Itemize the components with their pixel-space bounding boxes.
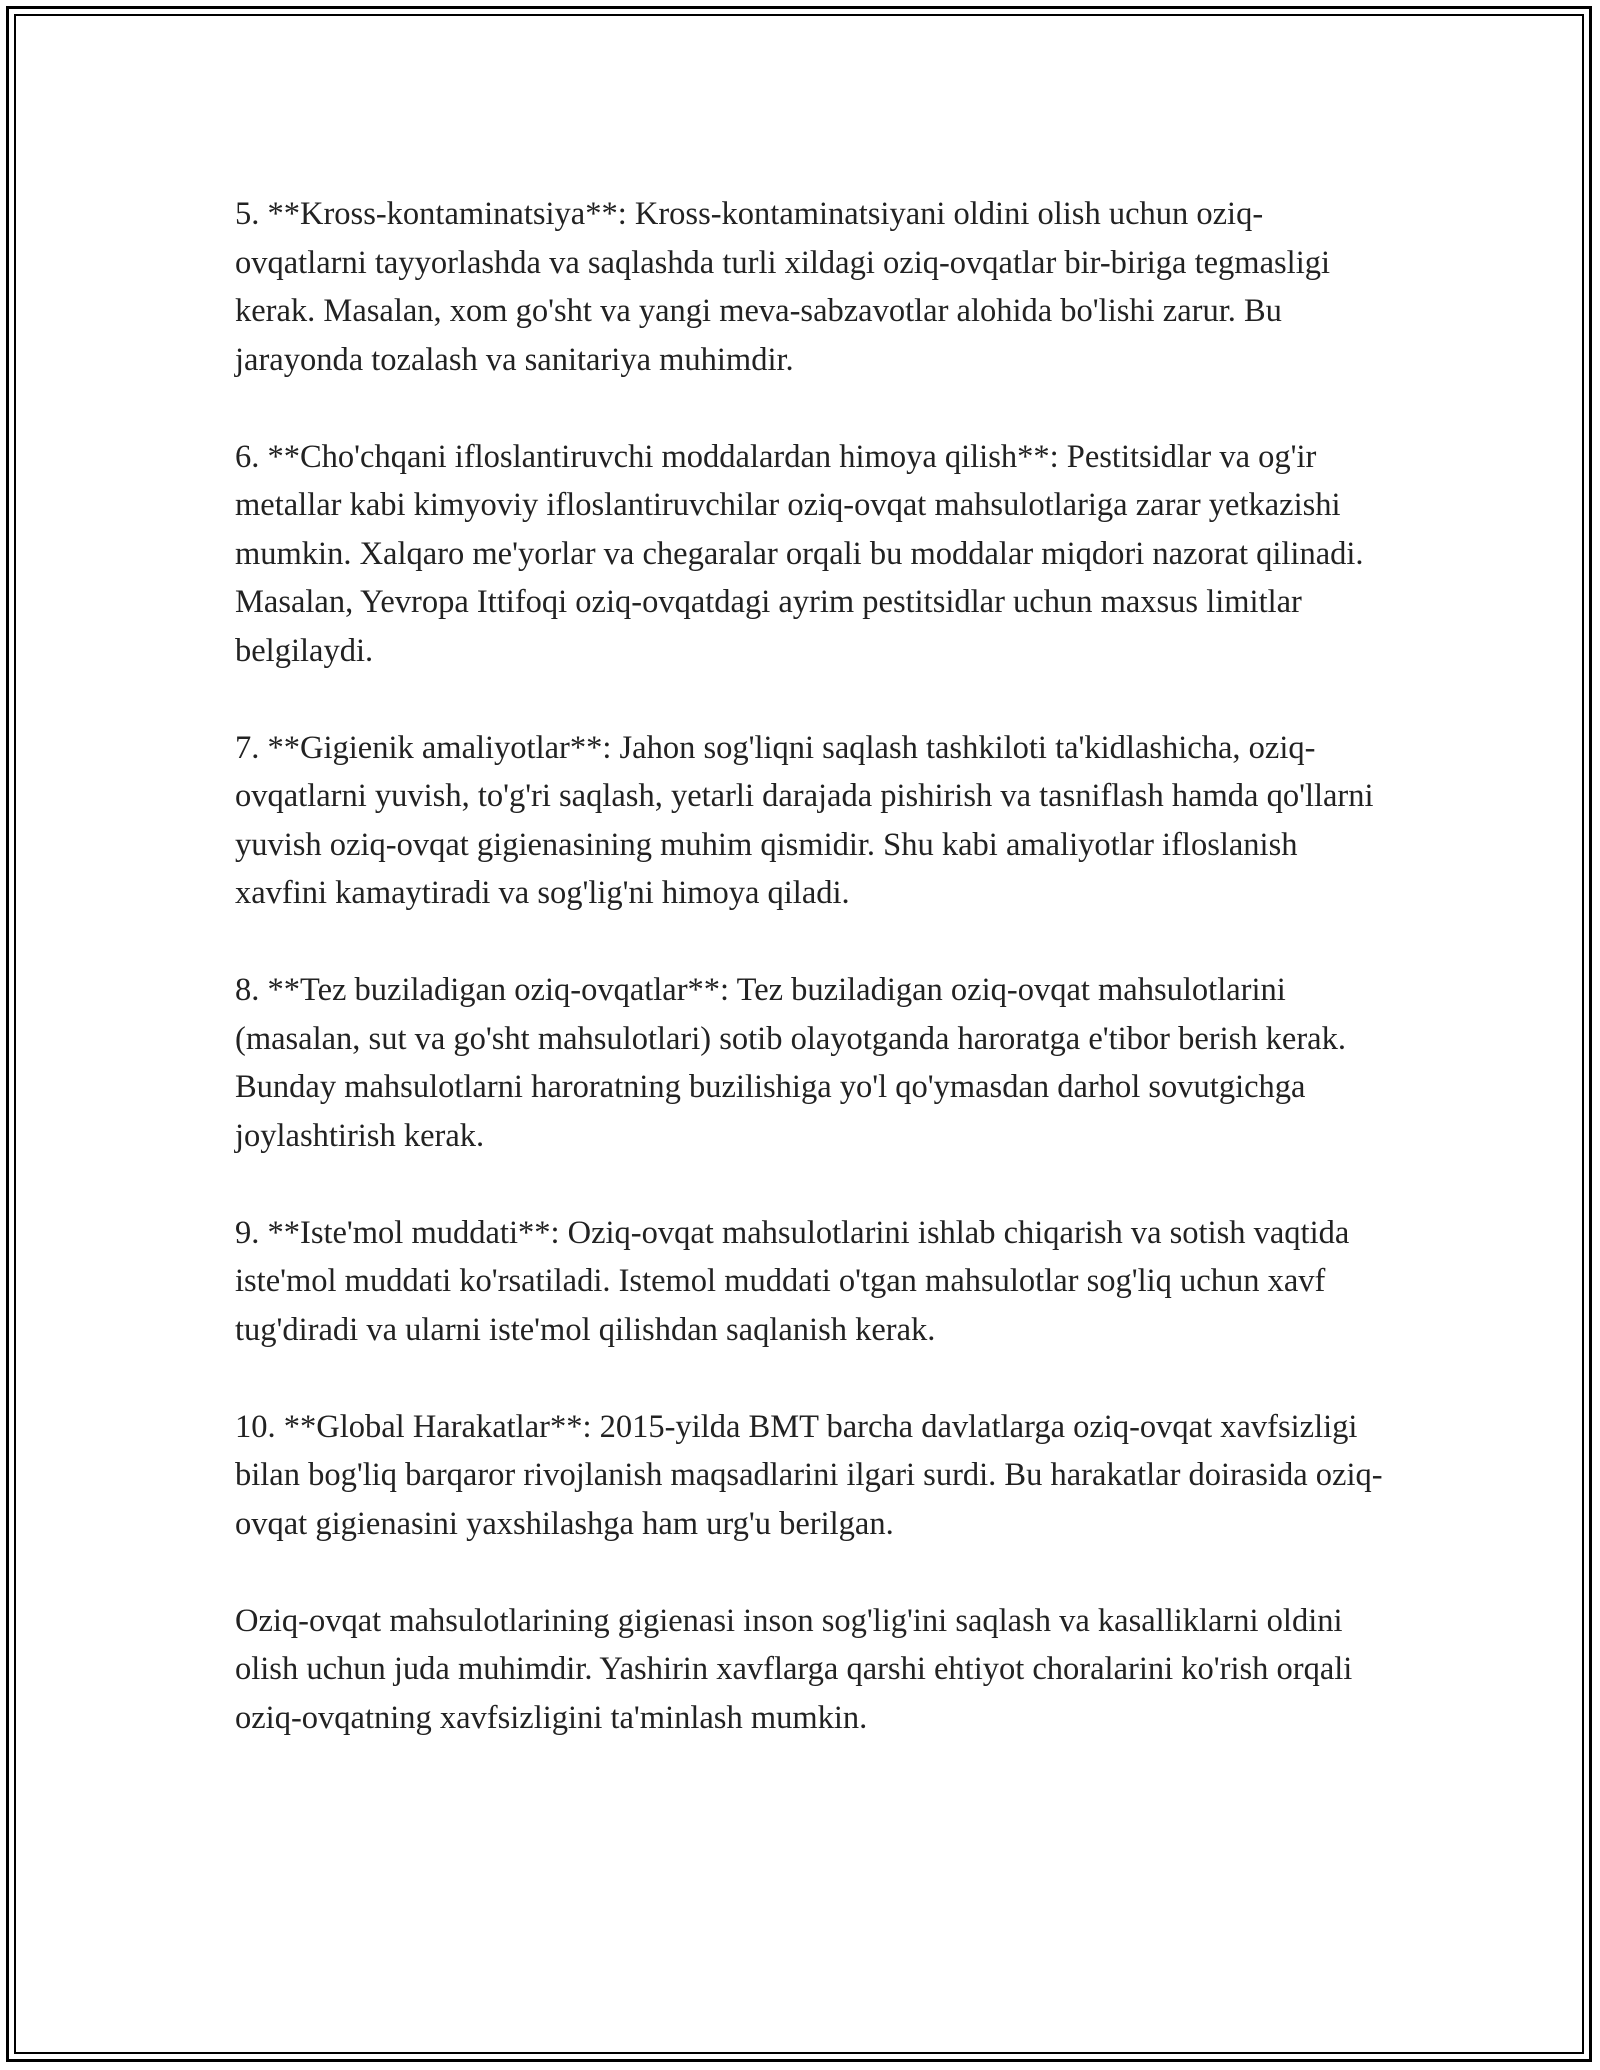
document-body bbox=[235, 190, 1390, 1791]
paragraph-perishable-foods: 8. **Tez buziladigan oziq-ovqatlar**: Tez buziladigan oziq-ovqat mahsulotlarini (masalan, sut va go'sht mahsulotlari) sotib olayotganda haroratga e'tibor berish kerak. Bunday mahsulotlarni haroratning buzilishiga yo'l qo'ymasdan darhol sovutgichga joylashtirish kerak. bbox=[235, 972, 1346, 1154]
paragraph-conclusion: Oziq-ovqat mahsulotlarining gigienasi inson sog'lig'ini saqlash va kasalliklarni oldini olish uchun juda muhimdir. Yashirin xavflarga qarshi ehtiyot choralarini ko'rish orqali oziq-ovqatning xavfsizligini ta'minlash mumkin. bbox=[235, 1602, 1353, 1736]
paragraph-hygienic-practices: 7. **Gigienik amaliyotlar**: Jahon sog'liqni saqlash tashkiloti ta'kidlashicha, oziq-ovqatlarni yuvish, to'g'ri saqlash, yetarli darajada pishirish va tasniflash hamda qo'llarni yuvish oziq-ovqat gigienasining muhim qismidir. Shu kabi amaliyotlar ifloslanish xavfini kamaytiradi va sog'lig'ni himoya qiladi. bbox=[235, 729, 1374, 911]
paragraph-global-actions: 10. **Global Harakatlar**: 2015-yilda BMT barcha davlatlarga oziq-ovqat xavfsizligi bilan bog'liq barqaror rivojlanish maqsadlarini ilgari surdi. Bu harakatlar doirasida oziq-ovqat gigienasini yaxshilashga ham urg'u berilgan. bbox=[235, 1408, 1383, 1542]
paragraph-expiry-date: 9. **Iste'mol muddati**: Oziq-ovqat mahsulotlarini ishlab chiqarish va sotish vaqtida iste'mol muddati ko'rsatiladi. Istemol muddati o'tgan mahsulotlar sog'liq uchun xavf tug'diradi va ularni iste'mol qilishdan saqlanish kerak. bbox=[235, 1214, 1350, 1348]
paragraph-cross-contamination: 5. **Kross-kontaminatsiya**: Kross-kontaminatsiyani oldini olish uchun oziq-ovqatlarni tayyorlashda va saqlashda turli xildagi oziq-ovqatlar bir-biriga tegmasligi kerak. Masalan, xom go'sht va yangi meva-sabzavotlar alohida bo'lishi zarur. Bu jarayonda tozalash va sanitariya muhimdir. bbox=[235, 196, 1331, 378]
paragraph-contaminant-protection: 6. **Cho'chqani ifloslantiruvchi moddalardan himoya qilish**: Pestitsidlar va og'ir metallar kabi kimyoviy ifloslantiruvchilar oziq-ovqat mahsulotlariga zarar yetkazishi mumkin. Xalqaro me'yorlar va chegaralar orqali bu moddalar miqdori nazorat qilinadi. Masalan, Yevropa Ittifoqi oziq-ovqatdagi ayrim pestitsidlar uchun maxsus limitlar belgilaydi. bbox=[235, 438, 1364, 669]
